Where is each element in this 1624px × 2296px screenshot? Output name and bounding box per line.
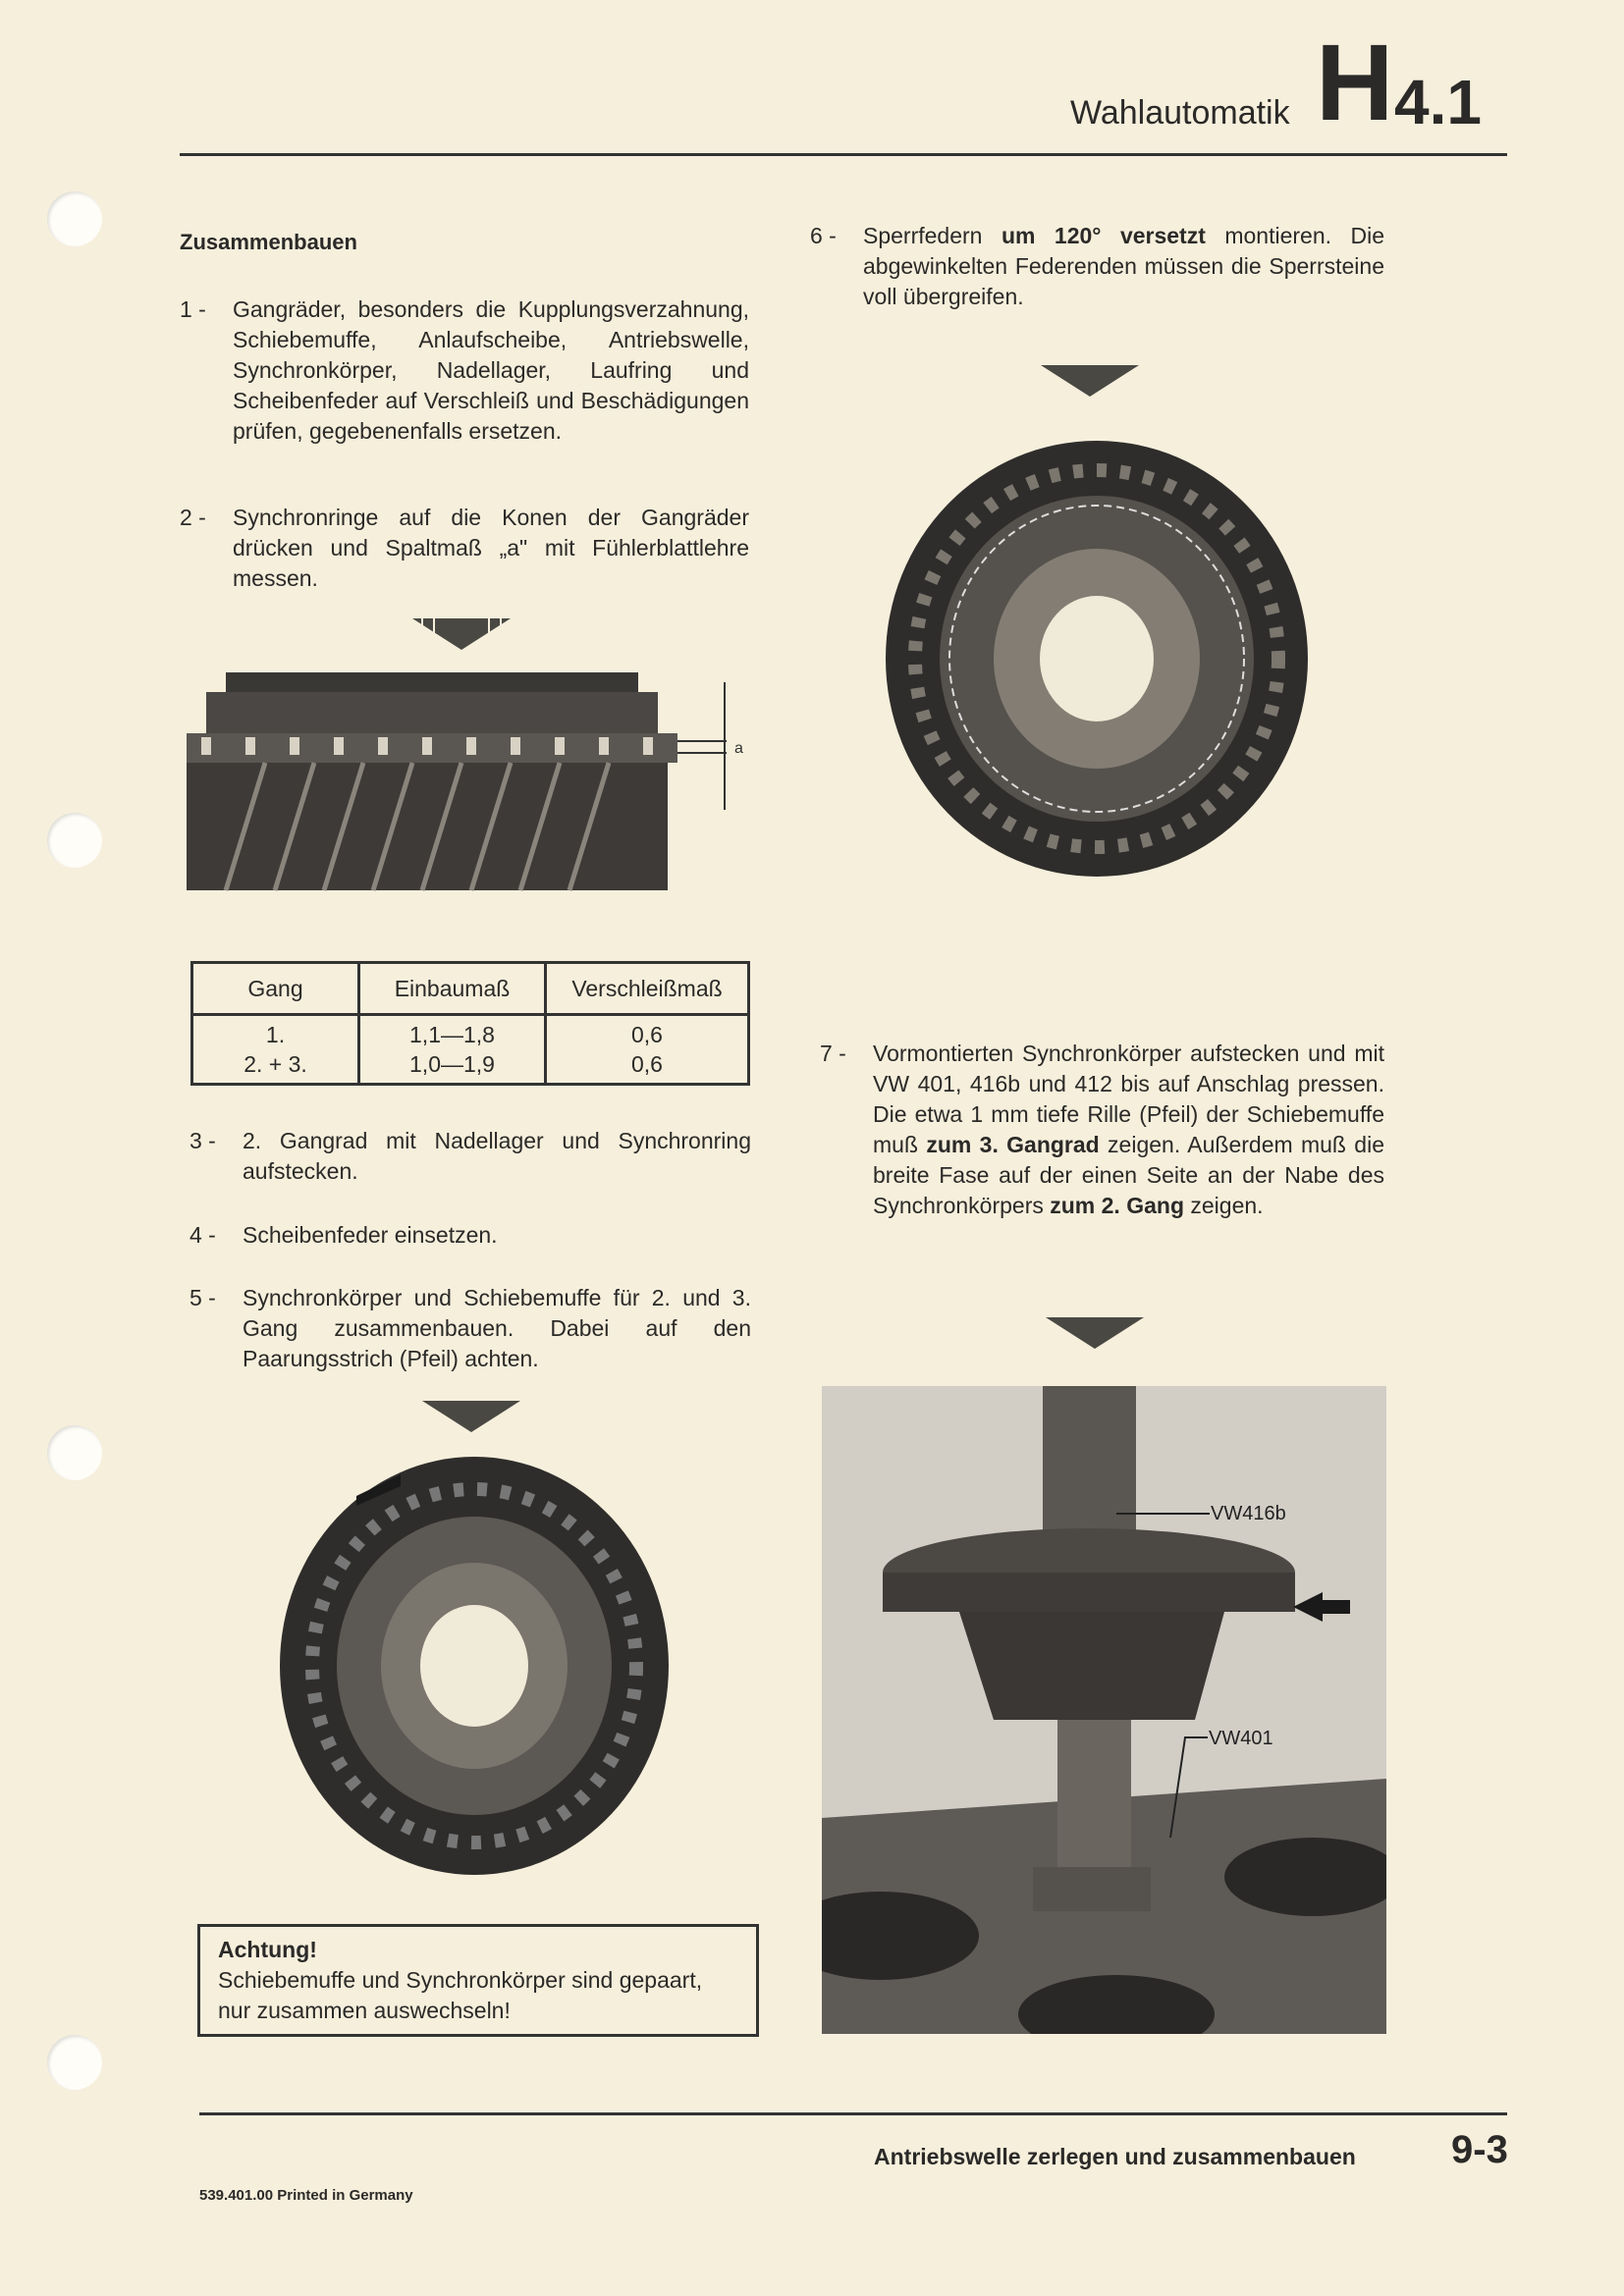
press-tool-photo [822,1386,1386,2034]
footer-divider [199,2112,1507,2115]
down-arrow-icon [412,616,511,650]
step-text: Synchronringe auf die Konen der Gangräder drücken und Spaltmaß „a" mit Fühlerblattlehre messen. [233,505,749,591]
step-text: Synchronkörper und Schiebemuffe für 2. und 3. Gang zusammenbauen. Dabei auf den Paarungsstrich (Pfeil) achten. [243,1285,751,1371]
down-arrow-icon [1041,363,1139,397]
chapter-letter: H [1316,23,1394,143]
chapter-number: 4.1 [1394,67,1482,137]
step-text: Sperrfedern um 120° versetzt montieren. Die abgewinkelten Federenden müssen die Sperrsteine voll übergreifen. [863,223,1384,309]
step-5 [189,1283,751,1374]
punch-hole [47,191,102,246]
table-cell: 1. 2. + 3. [192,1015,359,1085]
section-heading: Zusammenbauen [180,230,357,254]
step-text: Vormontierten Synchronkörper aufstecken und mit VW 401, 416b und 412 bis auf Anschlag pressen. Die etwa 1 mm tiefe Rille (Pfeil) der Schiebemuffe muß zum 3. Gangrad zeigen. Außerdem muß die breite Fase auf der einen Seite an der Nabe des Synchronkörpers zum 2. Gang zeigen. [873,1041,1384,1218]
punch-hole [47,1425,102,1480]
wear-table [190,961,750,1086]
step-text: 2. Gangrad mit Nadellager und Synchronring aufstecken. [243,1128,751,1184]
column-header: Verschleißmaß [546,963,749,1015]
tool-label-vw401: VW401 [1209,1728,1273,1749]
gear-gap-photo [187,672,756,893]
down-arrow-icon [422,1399,520,1432]
gap-label: a [734,740,743,757]
table-cell: 0,6 0,6 [546,1015,749,1085]
step-number: 1 - [180,296,206,322]
table-row [192,1015,749,1085]
notice-title: Achtung! [218,1937,317,1962]
notice-text: Schiebemuffe und Synchronkörper sind gepaart, nur zusammen auswechseln! [218,1967,703,2023]
table-header-row [192,963,749,1015]
step-7 [820,1039,1384,1221]
page-number: 9-3 [1451,2128,1508,2171]
footer-title: Antriebswelle zerlegen und zusammenbauen [874,2144,1356,2169]
step-2 [180,503,749,594]
step-number: 2 - [180,505,206,530]
header-divider [180,153,1507,156]
step-number: 4 - [189,1222,216,1248]
print-info: 539.401.00 Printed in Germany [199,2187,413,2204]
synchro-ring-photo [278,1455,671,1877]
step-number: 5 - [189,1285,216,1310]
punch-hole [47,2035,102,2090]
caution-notice [197,1924,759,2037]
step-number: 7 - [820,1041,846,1066]
column-header: Einbaumaß [359,963,546,1015]
step-4 [189,1220,751,1251]
step-number: 6 - [810,223,837,248]
down-arrow-icon [1046,1315,1144,1349]
step-6 [810,221,1384,312]
spring-ring-photo [885,439,1309,879]
step-3 [189,1126,751,1187]
step-1 [180,294,749,447]
table-cell: 1,1—1,8 1,0—1,9 [359,1015,546,1085]
section-title: Wahlautomatik [1070,94,1290,132]
step-text: Gangräder, besonders die Kupplungsverzahnung, Schiebemuffe, Anlaufscheibe, Antriebswelle, Synchronkörper, Nadellager, Laufring und Scheibenfeder auf Verschleiß und Beschädigungen prüfen, gegebenenfalls ersetzen. [233,296,749,444]
step-text: Scheibenfeder einsetzen. [243,1222,498,1248]
tool-label-vw416b: VW416b [1211,1503,1286,1524]
column-header: Gang [192,963,359,1015]
step-number: 3 - [189,1128,216,1153]
punch-hole [47,813,102,868]
